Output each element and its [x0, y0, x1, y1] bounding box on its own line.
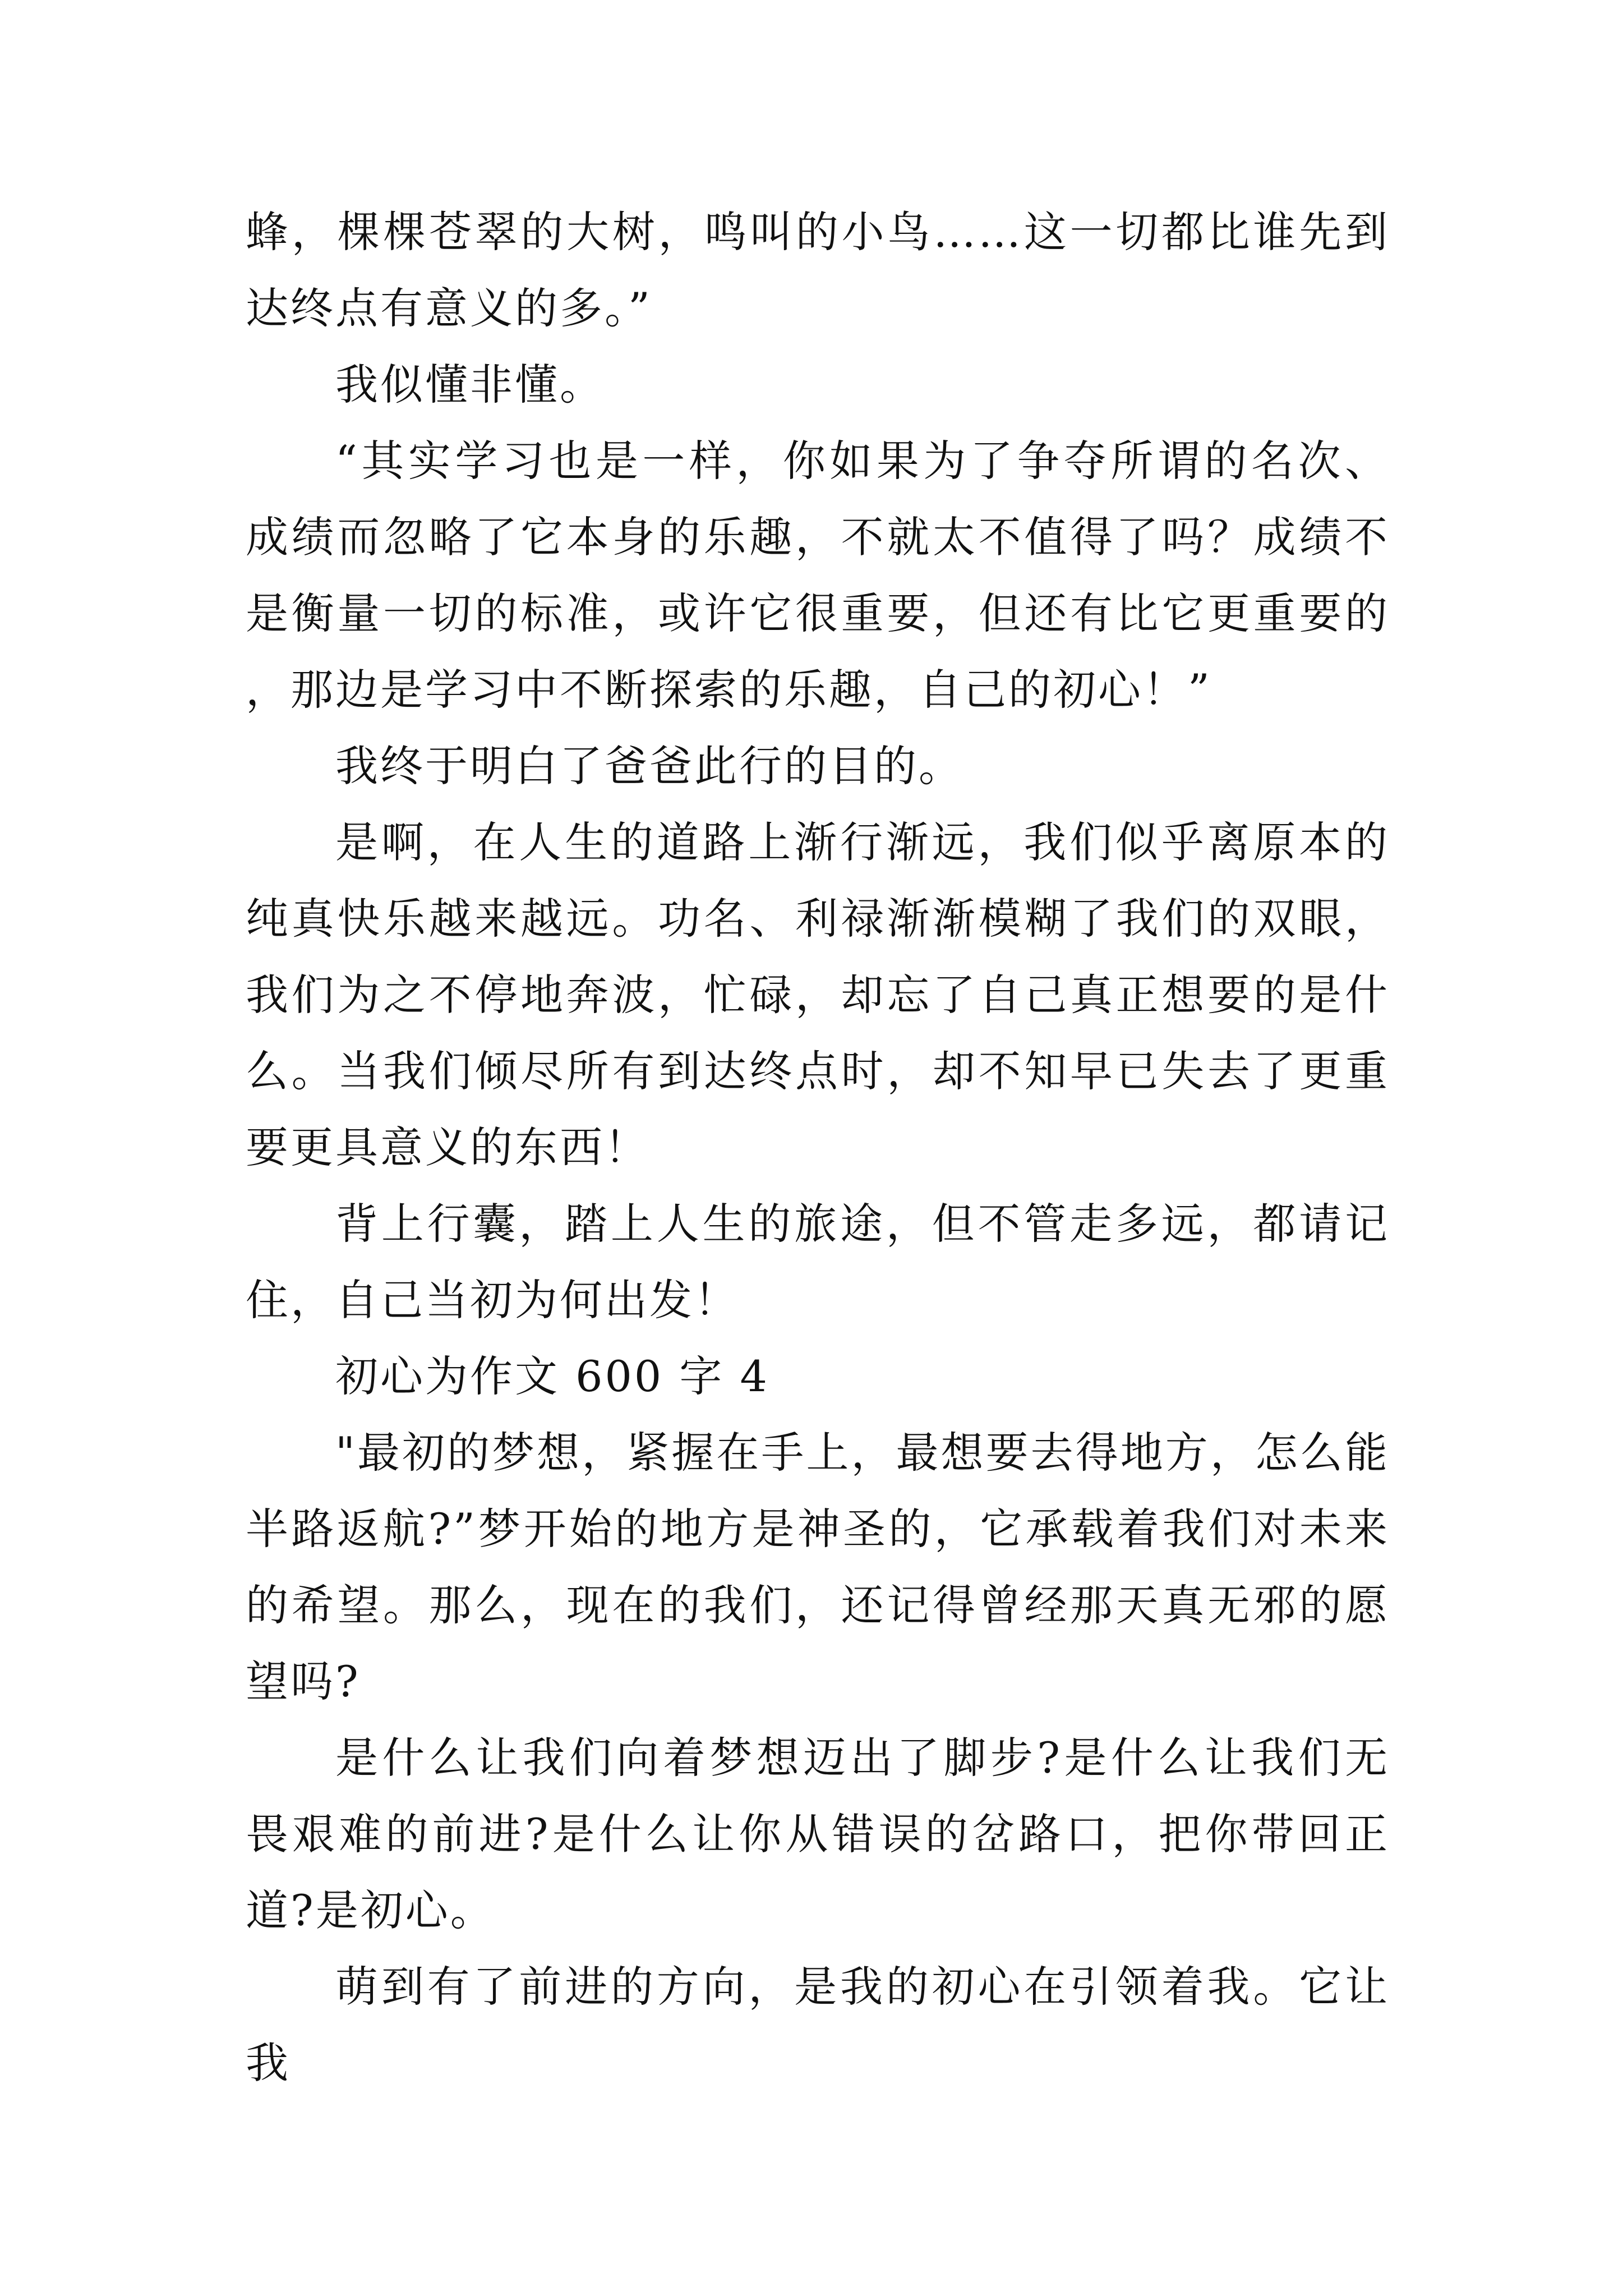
- paragraph-8: 是什么让我们向着梦想迈出了脚步?是什么让我们无畏艰难的前进?是什么让你从错误的岔路口，把你带回正道?是初心。: [246, 1733, 1390, 1935]
- paragraph-3: “其实学习也是一样，你如果为了争夺所谓的名次、成绩而忽略了它本身的乐趣，不就太不值得了吗？成绩不是衡量一切的标准，或许它很重要，但还有比它更重要的，那边是学习中不断探索的乐趣，自己的初心！”: [246, 436, 1390, 715]
- paragraph-5: 是啊，在人生的道路上渐行渐远，我们似乎离原本的纯真快乐越来越远。功名、利禄渐渐模糊了我们的双眼，我们为之不停地奔波，忙碌，却忘了自己真正想要的是什么。当我们倾尽所有到达终点时，却不知早已失去了更重要更具意义的东西！: [246, 817, 1390, 1172]
- paragraph-4: 我终于明白了爸爸此行的目的。: [335, 741, 963, 791]
- section-heading: 初心为作文 600 字 4: [335, 1351, 769, 1401]
- paragraph-7: "最初的梦想，紧握在手上，最想要去得地方，怎么能半路返航?”梦开始的地方是神圣的，它承载着我们对未来的希望。那么，现在的我们，还记得曾经那天真无邪的愿望吗?: [246, 1428, 1390, 1706]
- paragraph-9: 萌到有了前进的方向，是我的初心在引领着我。它让我: [246, 1962, 1390, 2088]
- paragraph-2: 我似懂非懂。: [335, 360, 605, 409]
- document-body: [246, 194, 1390, 2101]
- paragraph-1: 蜂，棵棵苍翠的大树，鸣叫的小鸟……这一切都比谁先到达终点有意义的多。”: [246, 207, 1390, 333]
- paragraph-6: 背上行囊，踏上人生的旅途，但不管走多远，都请记住，自己当初为何出发！: [246, 1199, 1390, 1325]
